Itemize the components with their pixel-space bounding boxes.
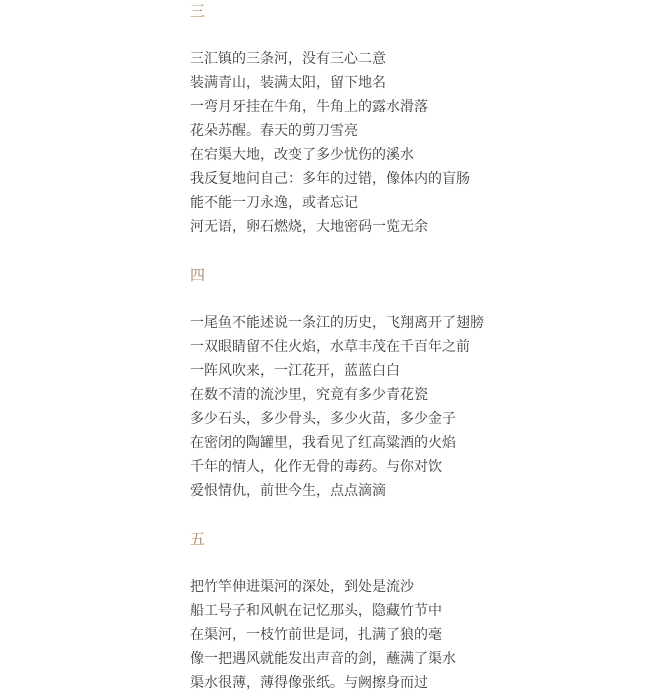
poem-page — [190, 0, 630, 696]
poem-line: 一阵风吹来，一江花开，蓝蓝白白 — [190, 364, 400, 379]
poem-section-3 — [190, 0, 630, 240]
poem-line: 我反复地问自己：多年的过错，像体内的盲肠 — [190, 172, 470, 187]
poem-line: 爱恨情仇，前世今生，点点滴滴 — [190, 484, 386, 499]
poem-line: 一尾鱼不能述说一条江的历史，飞翔离开了翅膀 — [190, 316, 484, 331]
poem-section-4 — [190, 264, 630, 504]
poem-line: 把竹竿伸进渠河的深处，到处是流沙 — [190, 580, 414, 595]
poem-line: 能不能一刀永逸，或者忘记 — [190, 196, 358, 211]
poem-line: 在密闭的陶罐里，我看见了红高粱酒的火焰 — [190, 436, 456, 451]
poem-line: 一弯月牙挂在牛角，牛角上的露水滑落 — [190, 100, 428, 115]
poem-line: 多少石头，多少骨头，多少火苗，多少金子 — [190, 412, 456, 427]
poem-line: 在数不清的流沙里，究竟有多少青花瓷 — [190, 388, 428, 403]
poem-section-5 — [190, 528, 630, 696]
poem-line: 三汇镇的三条河，没有三心二意 — [190, 52, 386, 67]
section-heading: 三 — [190, 4, 206, 20]
poem-line: 花朵苏醒。春天的剪刀雪亮 — [190, 124, 358, 139]
section-heading: 四 — [190, 268, 206, 284]
poem-line: 装满青山，装满太阳，留下地名 — [190, 76, 386, 91]
poem-line: 像一把遇风就能发出声音的剑，蘸满了渠水 — [190, 652, 456, 667]
poem-line: 船工号子和风帆在记忆那头，隐藏竹节中 — [190, 604, 442, 619]
poem-line: 在宕渠大地，改变了多少忧伤的溪水 — [190, 148, 414, 163]
poem-line: 渠水很薄，薄得像张纸。与阙擦身而过 — [190, 676, 428, 691]
section-heading: 五 — [190, 532, 206, 548]
poem-line: 河无语，卵石燃烧，大地密码一览无余 — [190, 220, 428, 235]
poem-line: 一双眼睛留不住火焰，水草丰茂在千百年之前 — [190, 340, 470, 355]
poem-line: 在渠河，一枝竹前世是词，扎满了狼的毫 — [190, 628, 442, 643]
poem-line: 千年的情人，化作无骨的毒药。与你对饮 — [190, 460, 442, 475]
